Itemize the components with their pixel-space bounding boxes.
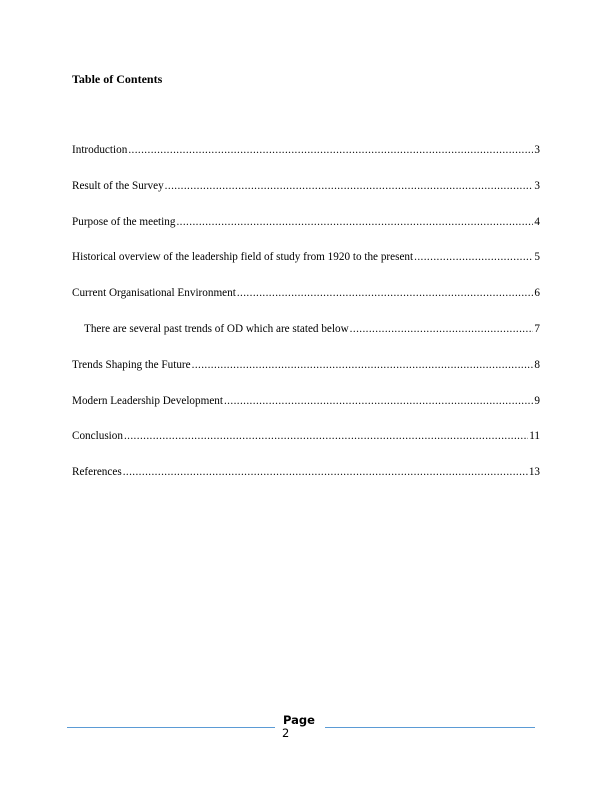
toc-entry-label: Historical overview of the leadership field of study from 1920 to the present xyxy=(72,251,414,264)
toc-entry-label: Conclusion xyxy=(72,430,123,443)
toc-entry-page: 13 xyxy=(528,466,540,479)
dot-leader xyxy=(224,394,533,408)
toc-entry-page: 4 xyxy=(534,215,540,228)
toc-entry-page: 3 xyxy=(534,144,540,156)
toc-entry-page: 3 xyxy=(534,179,540,192)
dot-leader xyxy=(176,215,533,229)
toc-entry-label: Introduction xyxy=(72,144,128,156)
toc-entry-page: 11 xyxy=(529,430,540,443)
toc-entry-label: Current Organisational Environment xyxy=(72,287,236,300)
toc-entry-historical-overview[interactable] xyxy=(72,250,540,286)
toc-entry-trends-future[interactable] xyxy=(72,358,540,394)
toc-entry-introduction[interactable] xyxy=(72,143,540,179)
toc-entry-label: References xyxy=(72,466,122,479)
toc-entry-label: There are several past trends of OD which are stated below xyxy=(84,322,349,335)
toc-entry-references[interactable] xyxy=(72,465,540,501)
dot-leader xyxy=(192,358,534,372)
toc-entry-current-environment[interactable] xyxy=(72,286,540,322)
toc-entry-page: 6 xyxy=(534,287,540,300)
toc-entry-purpose-of-meeting[interactable] xyxy=(72,215,540,251)
dot-leader xyxy=(237,286,534,300)
toc-entry-label: Purpose of the meeting xyxy=(72,215,176,228)
toc-entry-label: Result of the Survey xyxy=(72,179,164,192)
toc-entry-modern-leadership[interactable] xyxy=(72,394,540,430)
footer-rule-left xyxy=(67,727,275,728)
toc-entry-page: 8 xyxy=(534,358,540,371)
toc-heading: Table of Contents xyxy=(72,72,163,86)
dot-leader xyxy=(350,322,534,336)
dot-leader xyxy=(123,465,528,479)
footer-rule-right xyxy=(325,727,535,728)
toc-entry-conclusion[interactable] xyxy=(72,429,540,465)
toc-entry-page: 9 xyxy=(534,394,540,407)
footer-page-word: Page xyxy=(283,713,315,727)
toc-entry-page: 7 xyxy=(534,322,540,335)
toc-entry-label: Trends Shaping the Future xyxy=(72,358,191,371)
toc-entry-result-of-survey[interactable] xyxy=(72,179,540,215)
toc-entry-label: Modern Leadership Development xyxy=(72,394,223,407)
toc-list xyxy=(72,143,540,501)
dot-leader xyxy=(165,179,534,193)
toc-entry-page: 5 xyxy=(534,251,540,264)
dot-leader xyxy=(414,250,533,264)
dot-leader xyxy=(128,143,533,157)
footer-page-num: 2 xyxy=(282,726,290,740)
footer-page-number xyxy=(276,714,322,740)
toc-entry-past-trends[interactable] xyxy=(72,322,540,358)
dot-leader xyxy=(124,429,528,443)
